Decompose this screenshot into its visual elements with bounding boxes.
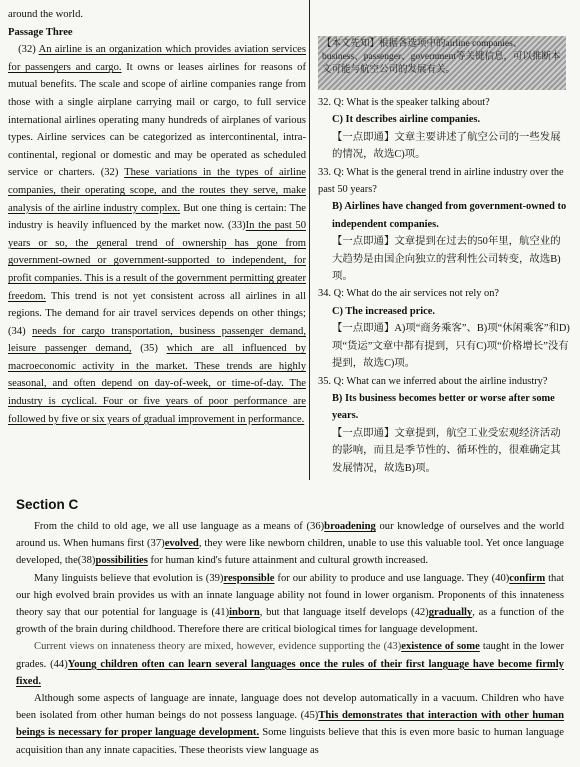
passage-text: This trend is not yet consistent across all airlines in all regions. The demand for air travel services depends on other things; [8, 290, 306, 320]
body-text: Current views on innateness theory are mixed, however, evidence supporting the (43) [34, 641, 402, 653]
passage-text: But one thing is certain: The industry is heavily influenced by the market now. [8, 202, 306, 232]
q33-underlined-text: In the past 50 years or so, the general trend of ownership has gone from government-owned or government-supported to independent, for profit companies. This is a result of the government permitting greater freedom. [8, 220, 307, 302]
q34-marker: (34) [8, 325, 26, 337]
body-text: , as a function of the growth of the brain during childhood. Therefore there are critical biological times for language development. [16, 607, 564, 636]
blank-answer-42: gradually [428, 607, 473, 619]
q33-marker: (33) [228, 220, 246, 232]
body-text: that our high evolved brain provides us with an innate language ability not found in lower organism. Proponents of this innateness theory say that our potential for language is (41) [16, 572, 564, 619]
body-text: taught in the lower grades. (44) [16, 641, 564, 670]
body-text: for human kind's future attainment and cultural growth increased. [147, 555, 429, 567]
q32-marker: (32) [18, 44, 36, 56]
answer-item-34 [318, 285, 570, 372]
section-c-paragraph-2 [16, 570, 564, 639]
answer-explanation: 【一点即通】文章提到在过去的50年里，航空业的大趋势是由国企向独立的营利性公司转变，故选B)项。 [332, 236, 561, 283]
answer-choice: C) It describes airline companies. [332, 114, 481, 126]
q32-underlined-text: An airline is an organization which provides aviation services for passengers and cargo. [8, 44, 306, 73]
blank-answer-41: inborn [229, 607, 260, 619]
blank-answer-39: responsible [223, 572, 275, 584]
section-c-body [16, 518, 564, 759]
blank-answer-43: existence of some [401, 641, 480, 653]
answer-explanation: 【一点即通】A)项“商务乘客”、B)项“休闲乘客”和D)项“货运”文章中都有提到，只有C)项“价格增长”没有提到，故选C)项。 [332, 323, 570, 370]
answers-column [318, 94, 570, 477]
passage-text: It owns or leases airlines for reasons of mutual benefits. The scale and scope of airline companies range from those with a single airplane carrying mail or cargo, to full service international airlines operating many hundreds of airplanes of various types. Airline services can be categorized as intercontinental, intra-continental, regional or domestic and may be operated as scheduled service or charters. [8, 61, 306, 179]
question-text: 35. Q: What can we inferred about the airline industry? [318, 375, 548, 387]
blank-answer-45: This demonstrates that interaction with other human beings is necessary for proper language development. [16, 710, 564, 739]
answer-item-35 [318, 373, 570, 477]
body-text: our knowledge of ourselves and the world around us. When humans first (37) [16, 521, 564, 550]
q35-marker: (35) [140, 343, 158, 355]
body-text: Many linguists believe that evolution is (39) [34, 572, 224, 584]
q32b-marker: (32) [100, 167, 119, 179]
answer-item-33 [318, 164, 570, 286]
q34-underlined-text: needs for cargo transportation, business passenger demand, leisure passenger demand, [8, 325, 307, 355]
answer-choice: B) Its business becomes better or worse after some years. [332, 392, 555, 422]
answer-explanation: 【一点即通】文章主要讲述了航空公司的一些发展的情况，故选C)项。 [332, 131, 561, 161]
body-text: , but that language itself develops (42) [259, 607, 429, 619]
section-c-title: Section C [16, 497, 79, 512]
section-c-paragraph-1 [16, 518, 564, 570]
answer-explanation: 【一点即通】文章提到，航空工业受宏观经济活动的影响，而且是季节性的、循环性的，很难确定其发展情况，故选B)项。 [332, 427, 561, 474]
answer-choice: B) Airlines have changed from government-owned to independent companies. [332, 201, 567, 230]
blank-answer-36: broadening [324, 521, 376, 532]
column-divider [309, 0, 310, 480]
section-c-paragraph-3 [16, 690, 564, 759]
question-text: 33. Q: What is the general trend in airline industry over the past 50 years? [318, 166, 564, 196]
question-text: 32. Q: What is the speaker talking about? [318, 97, 490, 108]
body-text: Although some aspects of language are innate, language does not develop automatically in a vacuum. Children who have been isolated from other human beings do not possess language. (45) [16, 693, 564, 722]
q32b-underlined-text: These variations in the types of airline companies, their operating scope, and the routes they serve, make analysis of the airline industry complex. [8, 167, 307, 214]
body-text: , they were like newborn children, unable to use this valuable tool. Yet once language developed, the(38) [16, 538, 564, 567]
passage-title: Passage Three [8, 26, 73, 38]
blank-answer-44: Young children often can learn several languages once the rules of their first language have become firmly fixed. [16, 658, 564, 687]
answer-item-32 [318, 94, 570, 164]
blank-answer-37: evolved [164, 538, 199, 550]
blank-answer-40: confirm [509, 572, 546, 584]
preview-tip-box: 【本文先知】根据各选项中的airline companies、business、passenger、government等关键信息，可以推断本文可能与航空公司的发展有关。 [318, 36, 566, 90]
carryover-line: around the world. [8, 9, 84, 20]
section-c-paragraph-2b [16, 638, 564, 690]
passage-paragraph [8, 41, 306, 428]
q35-underlined-text: which are all influenced by macroeconomic activity in the market. These trends are highly seasonal, and often depend on day-of-week, or time-of-day. The industry is cyclical. Four or five years of poor performance are followed by five or six years of gradual improvement in performance. [8, 343, 306, 425]
body-text: Some linguists believe that this is even more basic to human language acquisition than any innate capacities. These theorists view language as [16, 727, 564, 756]
answer-choice: C) The increased price. [332, 305, 435, 317]
body-text: for our ability to produce and use language. They (40) [274, 572, 510, 584]
blank-answer-38: possibilities [95, 555, 148, 567]
passage-three-column [8, 6, 306, 428]
body-text: From the child to old age, we all use language as a means of (36) [34, 521, 325, 532]
question-text: 34. Q: What do the air services not rely on? [318, 288, 500, 300]
